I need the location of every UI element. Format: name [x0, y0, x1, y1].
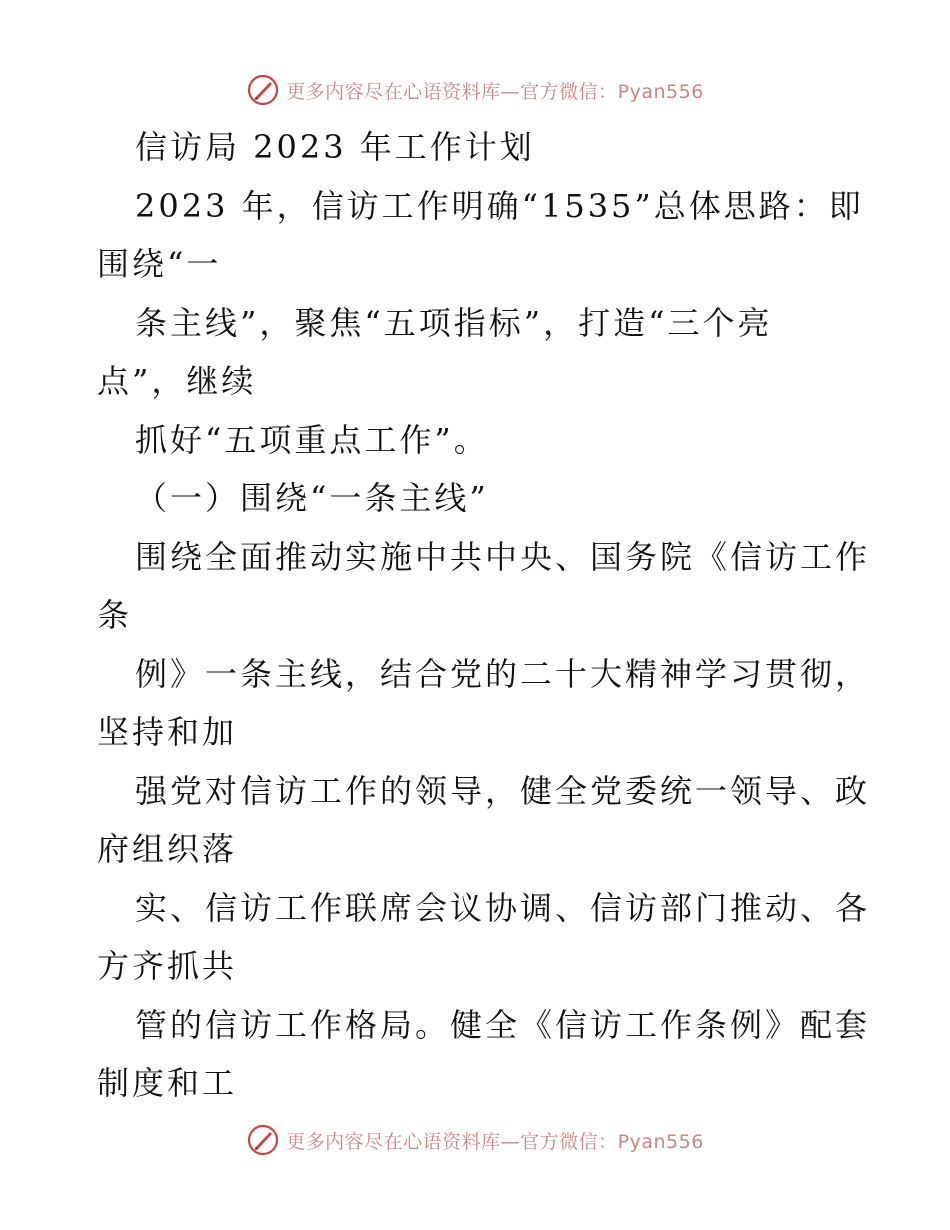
text-line: 围绕全面推动实施中共中央、国务院《信访工作: [135, 537, 871, 576]
text-line: 制度和工: [97, 1064, 238, 1102]
text-line: 2023 年，信访工作明确“1535”总体思路：即: [135, 186, 864, 225]
text-line: 例》一条主线，结合党的二十大精神学习贯彻，: [135, 654, 871, 693]
watermark-banner-bottom: [0, 1122, 950, 1158]
text-line: （一）围绕“一条主线”: [135, 479, 489, 517]
text-line: 条主线”，聚焦“五项指标”，打造“三个亮: [135, 303, 773, 342]
text-line: 围绕“一: [97, 245, 222, 283]
quill-logo-icon: [246, 1123, 280, 1157]
text-line: 方齐抓共: [97, 947, 238, 985]
text-line: 管的信访工作格局。健全《信访工作条例》配套: [135, 1005, 871, 1044]
quill-logo-icon: [246, 73, 280, 107]
watermark-text: 更多内容尽在心语资料库—官方微信：Pyan556: [286, 1130, 704, 1153]
text-line: 抓好“五项重点工作”。: [135, 420, 489, 459]
watermark-banner-top: [0, 72, 950, 108]
text-line: 坚持和加: [97, 713, 238, 751]
text-line: 府组织落: [97, 830, 238, 868]
text-line: 强党对信访工作的领导，健全党委统一领导、政: [135, 771, 871, 810]
text-line: 实、信访工作联席会议协调、信访部门推动、各: [135, 888, 871, 927]
watermark-text: 更多内容尽在心语资料库—官方微信：Pyan556: [286, 80, 704, 103]
text-line: 信访局 2023 年工作计划: [135, 128, 535, 166]
text-line: 条: [97, 596, 133, 634]
document-body: [97, 118, 871, 1113]
text-line: 点”，继续: [97, 362, 257, 400]
